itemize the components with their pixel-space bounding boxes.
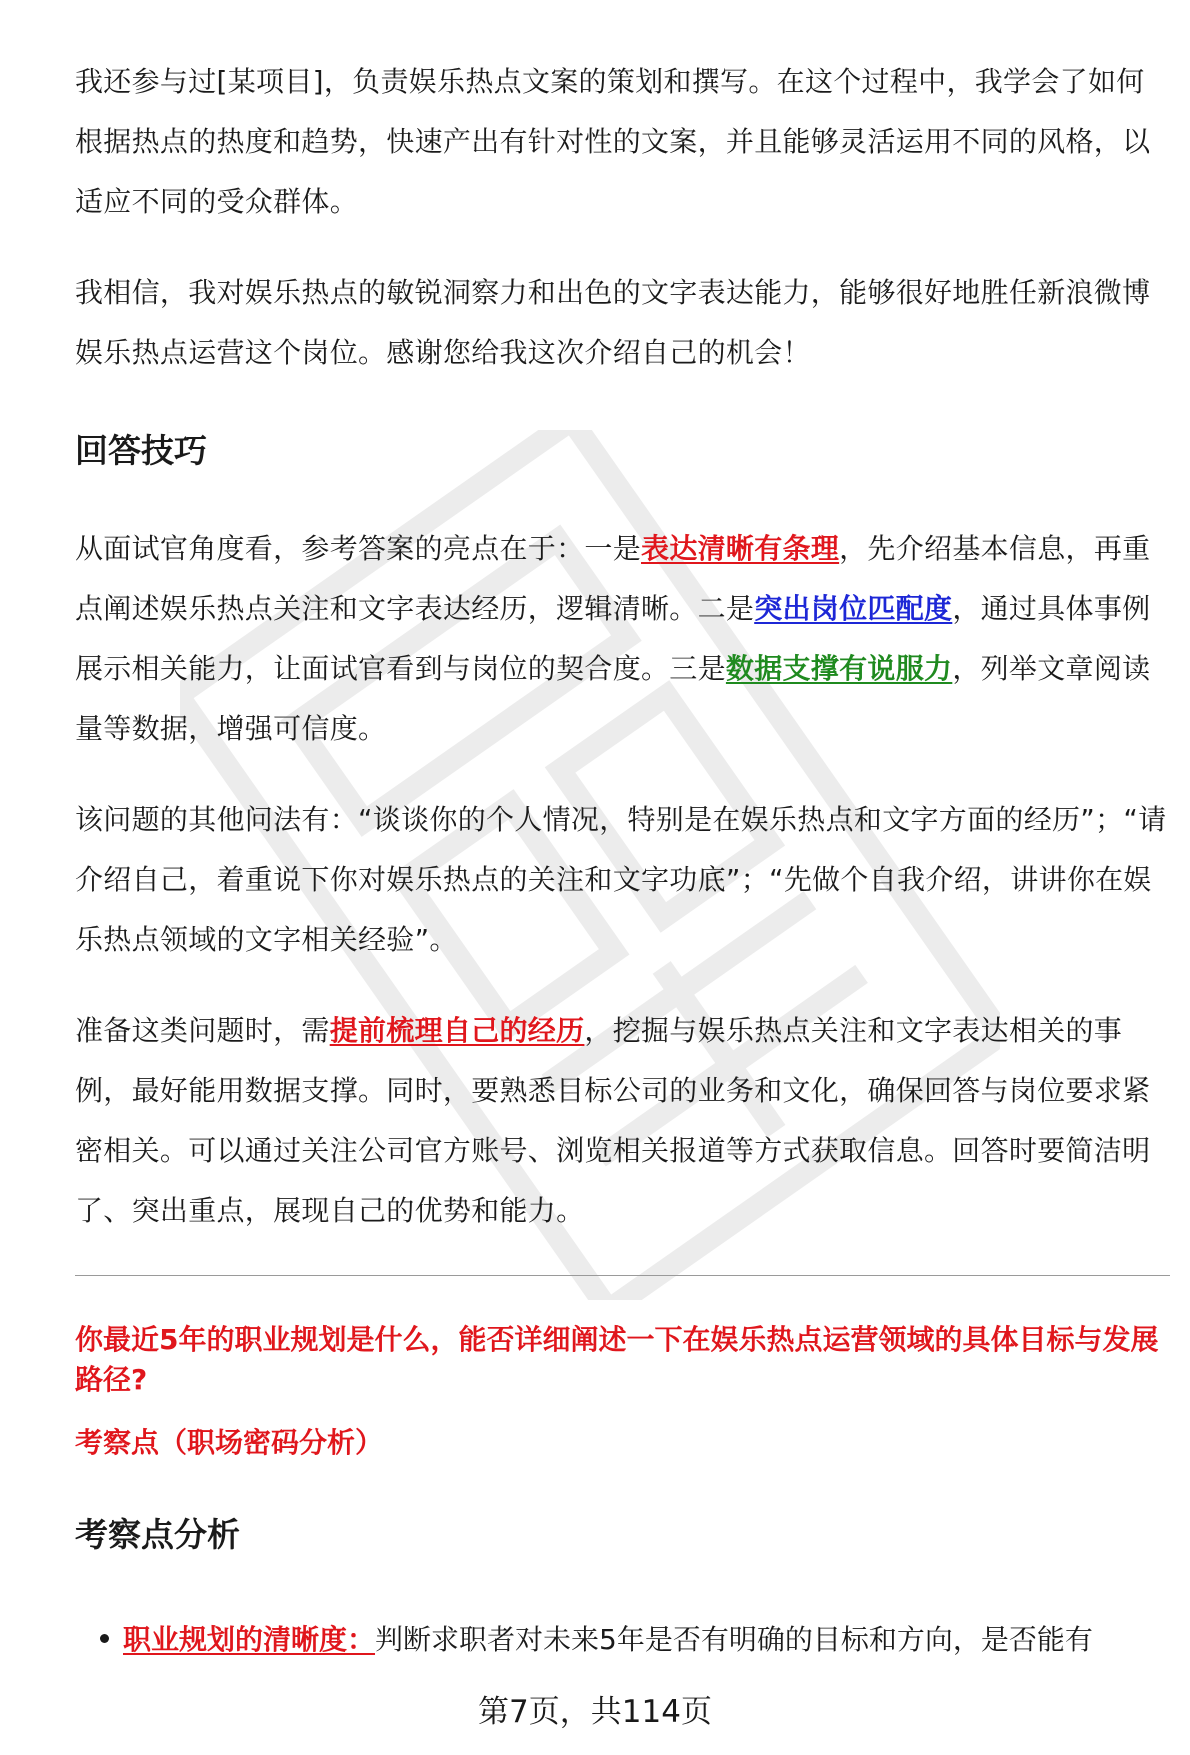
tips-paragraph-alternatives: 该问题的其他问法有：“谈谈你的个人情况，特别是在娱乐热点和文字方面的经历”；“请介绍自己，着重说下你对娱乐热点的关注和文字功底”；“先做个自我介绍，讲讲你在娱乐热点领域的文字相关经验”。 [75, 803, 1167, 956]
tips-paragraph-highlights [75, 519, 1170, 759]
bullet-label: 职业规划的清晰度： [123, 1623, 376, 1656]
answer-paragraph-2: 我相信，我对娱乐热点的敏锐洞察力和出色的文字表达能力，能够很好地胜任新浪微博娱乐热点运营这个岗位。感谢您给我这次介绍自己的机会！ [75, 276, 1151, 369]
highlight-job-match: 突出岗位匹配度 [754, 592, 953, 625]
main-content [75, 52, 1170, 1241]
tips-paragraph-preparation [75, 1001, 1170, 1241]
answer-tips-heading: 回答技巧 [75, 431, 207, 470]
page-number: 第7页，共114页 [478, 1694, 712, 1730]
bullet-icon [100, 1634, 109, 1643]
tips-text: ，先介绍基本信息，再重点阐述娱乐热点关注和文字表达经历，逻辑清晰。二是 [75, 532, 1151, 625]
highlight-sort-experience: 提前梳理自己的经历 [329, 1014, 585, 1047]
interview-question: 你最近5年的职业规划是什么，能否详细阐述一下在娱乐热点运营领域的具体目标与发展路径? [75, 1323, 1159, 1396]
bullet-text: 判断求职者对未来5年是否有明确的目标和方向，是否能有 [375, 1623, 1093, 1656]
highlight-data-support: 数据支撑有说服力 [725, 652, 953, 685]
answer-paragraph-1: 我还参与过[某项目]，负责娱乐热点文案的策划和撰写。在这个过程中，我学会了如何根据热点的热度和趋势，快速产出有针对性的文案，并且能够灵活运用不同的风格，以适应不同的受众群体。 [75, 65, 1151, 218]
tips-text: ，通过具体事例展示相关能力，让面试官看到与岗位的契合度。三是 [75, 592, 1151, 685]
tips-text: 从面试官角度看，参考答案的亮点在于：一是 [75, 532, 642, 565]
tips-text: ，列举文章阅读量等数据，增强可信度。 [75, 652, 1151, 745]
section-divider [75, 1275, 1170, 1276]
analysis-heading: 考察点分析 [75, 1515, 240, 1554]
tips-text: ，挖掘与娱乐热点关注和文字表达相关的事例，最好能用数据支撑。同时，要熟悉目标公司的业务和文化，确保回答与岗位要求紧密相关。可以通过关注公司官方账号、浏览相关报道等方式获取信息。回答时要简洁明了、突出重点，展现自己的优势和能力。 [75, 1014, 1151, 1227]
tips-text: 准备这类问题时，需 [75, 1014, 330, 1047]
list-item [100, 1615, 1170, 1665]
question-subtitle: 考察点（职场密码分析） [75, 1426, 384, 1459]
highlight-clear-expression: 表达清晰有条理 [641, 532, 840, 565]
